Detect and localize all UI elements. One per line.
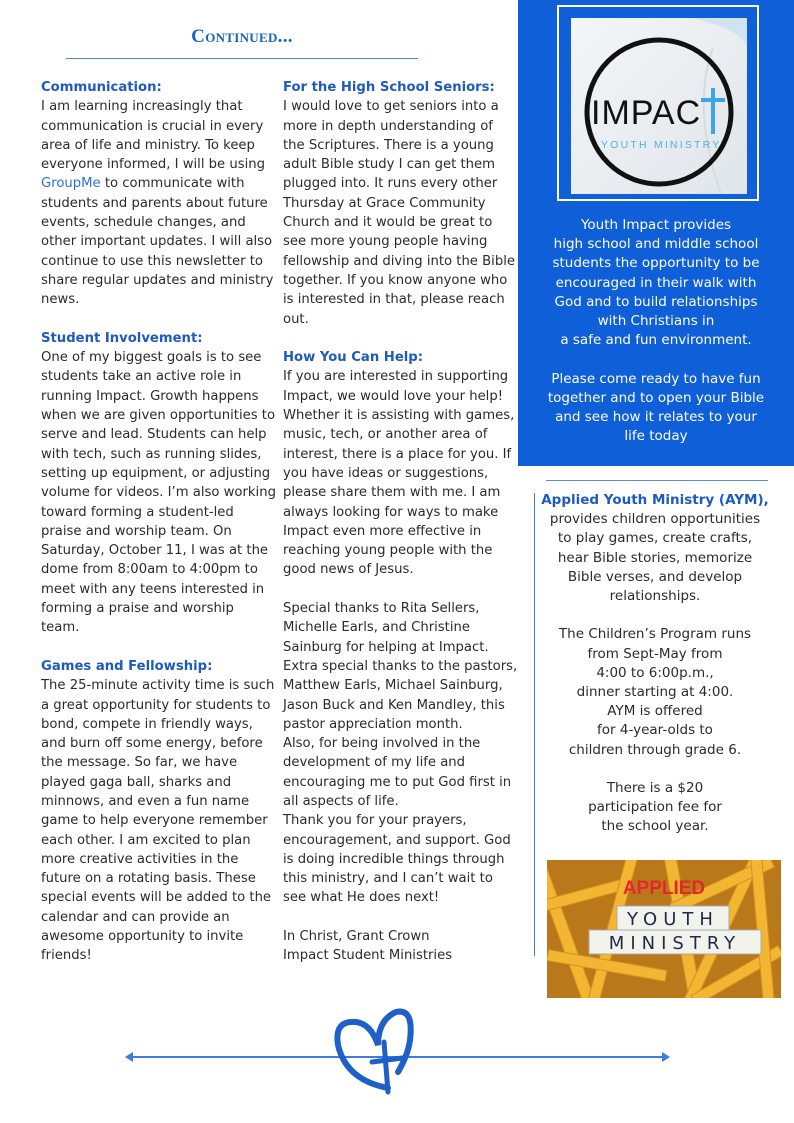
section-student-involvement [41, 329, 276, 638]
cross-bar [701, 98, 725, 102]
column-middle [283, 78, 518, 985]
section-heading: For the High School Seniors: [283, 80, 495, 95]
section-heading: Games and Fellowship: [41, 658, 213, 674]
section-body: One of my biggest goals is to see students take an active role in running Impact. Growth happens when we are given opportunities to serve and lead. Students can help with tech, such as running slides, setting up equipment, or adjusting volume for videos. I’m also working toward forming a student-led praise and worship team. On Saturday, October 11, I was at the dome from 8:00am to 4:00pm to meet with any teens interested in forming a praise and worship team. [41, 350, 276, 636]
arrow-left-icon [125, 1052, 133, 1062]
aym-image-title: APPLIED [622, 878, 706, 899]
section-body: The 25-minute activity time is such a great opportunity for students to bond, compete in friendly ways, and burn off some energy, before the message. So far, we have played gaga ball, sharks and minnows, and even a fun name game to help everyone remember each other. I am excited to plan more creative activities in the future on a rotating basis. These special events will be added to the calendar and can provide an awesome opportunity to invite friends! [41, 678, 275, 964]
section-how-to-help [283, 348, 518, 580]
column-left [41, 78, 276, 985]
section-heading: Communication: [41, 80, 162, 95]
logo-swoosh [691, 18, 747, 48]
section-communication [41, 78, 276, 310]
section-heading: How You Can Help: [283, 350, 424, 366]
section-body: Special thanks to Rita Sellers, Michelle Earls, and Christine Sainburg for helping at Impact. Extra special thanks to the pastors, Matthew Earls, Michael Sainburg, Jason Buck and Ken Mandley, this pastor appreciation month. Also, for being involved in the development of my life and encouraging me to put God first in all aspects of life. Thank you for your prayers, encouragement, and support. God is doing incredible things through this ministry, and I can’t wait to see what He does next! [283, 601, 518, 906]
body-text-part: to communicate with students and parents about future events, schedule changes, and other important updates. I will also continue to use this newsletter to share regular updates and ministry news. [41, 176, 274, 308]
title-divider [66, 58, 418, 59]
page-title: Continued... [191, 26, 293, 47]
section-body: If you are interested in supporting Impact, we would love your help! Whether it is assisting with games, music, tech, or another area of interest, there is a place for you. If you have ideas or suggestions, please share them with me. I am always looking for ways to make Impact even more effective in reaching young people with the good news of Jesus. [283, 369, 515, 578]
cross-icon [711, 88, 715, 134]
aym-side-rule [534, 493, 535, 956]
section-signature [283, 927, 518, 966]
aym-image [547, 860, 781, 998]
letter-tiles-row2 [589, 930, 761, 954]
section-games-fellowship [41, 657, 276, 966]
sidebar-intro: Youth Impact provides high school and middle school students the opportunity to be encouraged in their walk with God and to build relationships with Christians in a safe and fun environment. Please come ready to have fun together and to open your Bible and see how it relates to your life today [547, 217, 765, 445]
aym-body: provides children opportunities to play games, create crafts, hear Bible stories, memorize Bible verses, and develop relationships. The Children’s Program runs from Sept-May from 4:00 to 6:00p.m., dinner starting at 4:00. AYM is offered for 4-year-olds to children through grade 6. There is a $20 participation fee for the school year. [549, 511, 761, 835]
groupme-link[interactable]: GroupMe [41, 176, 101, 192]
arrow-right-icon [662, 1052, 670, 1062]
svg-text:YOUTH: YOUTH [627, 909, 719, 930]
impact-logo [571, 18, 747, 194]
impact-logo-graphic [571, 18, 747, 194]
aym-heading: Applied Youth Ministry (AYM), [541, 492, 769, 508]
section-body [41, 97, 276, 309]
logo-subtitle: YOUTH MINISTRY [601, 139, 722, 151]
section-heading: Student Involvement: [41, 330, 203, 346]
section-seniors [283, 78, 518, 329]
body-text-part: I am learning increasingly that communication is crucial in every area of life and ministry. To keep everyone informed, I will be using [41, 99, 265, 173]
heart-cross-icon [326, 1000, 416, 1095]
letter-tiles-row1 [617, 906, 729, 930]
svg-text:MINISTRY: MINISTRY [608, 933, 742, 954]
section-body: I would love to get seniors into a more in depth understanding of the Scriptures. There is a young adult Bible study I can get them plugged into. It runs every other Thursday at Grace Community Church and it would be great to see more young people having fellowship and diving into the Bible together. If you know anyone who is interested in that, please reach out. [283, 99, 515, 327]
logo-word: IMPAC [591, 94, 702, 132]
aym-section [540, 491, 770, 837]
section-thanks [283, 599, 518, 908]
logo-frame [557, 5, 759, 201]
aym-image-graphic [547, 860, 781, 998]
signature: In Christ, Grant Crown Impact Student Ministries [283, 929, 453, 964]
sidebar-panel [518, 0, 794, 466]
aym-divider [546, 480, 768, 481]
